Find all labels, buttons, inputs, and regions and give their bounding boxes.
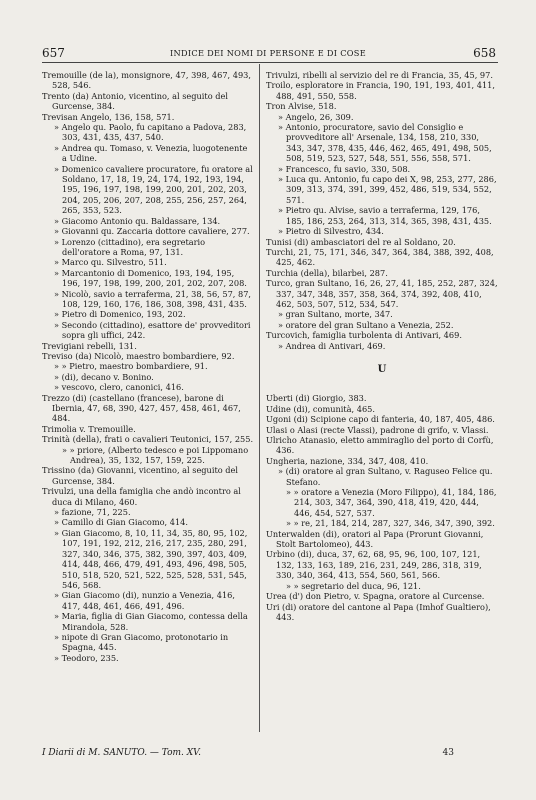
index-entry: » Camillo di Gian Giacomo, 414.: [54, 517, 188, 528]
index-entry: » » Pietro, maestro bombardiere, 91.: [54, 361, 208, 372]
index-entry: » Francesco, fu savio, 330, 508.: [278, 163, 411, 174]
page-header: [0, 46, 536, 62]
index-entry: » nipote di Gran Giacomo, protonotario in Spagna, 445.: [54, 631, 229, 653]
index-entry: Trimolia v. Tremouille.: [42, 423, 136, 434]
index-entry: » Andrea qu. Tomaso, v. Venezia, luogotenente a Udine.: [54, 142, 248, 164]
index-entry: » » segretario del duca, 96, 121.: [286, 580, 421, 591]
index-entry: Trezzo (di) (castellano (francese), barone di Ibernia, 47, 68, 390, 427, 457, 458, 461, 467, 484.: [42, 392, 241, 424]
index-entry: » Maria, figlia di Gian Giacomo, contessa della Mirandola, 528.: [54, 611, 248, 632]
index-entry: Ungheria, nazione, 334, 347, 408, 410.: [266, 455, 429, 466]
index-entry: Troilo, esploratore in Francia, 190, 191, 193, 401, 411, 488, 491, 550, 558.: [266, 80, 495, 101]
index-entry: Ulasi o Alasi (recte Vlassi), padrone di grifo, v. Vlassi.: [266, 424, 489, 435]
index-entry: Uberti (di) Giorgio, 383.: [266, 393, 367, 404]
index-entry: » Marco qu. Silvestro, 511.: [54, 257, 167, 268]
index-entry: Turco, gran Sultano, 16, 26, 27, 41, 185, 252, 287, 324, 337, 347, 348, 357, 358, 364, 374, 392, 408, 410, 462, 503, 507, 512, 534, 547.: [266, 278, 498, 309]
index-entry: Uri (di) oratore del cantone al Papa (Imhof Gualtiero), 443.: [266, 601, 491, 622]
index-entry: Trivulzi, ribelli al servizio del re di Francia, 35, 45, 97.: [266, 70, 493, 80]
index-entry: » Nicolò, savio a terraferma, 21, 38, 56, 57, 87, 108, 129, 160, 176, 186, 308, 398, 431, 435.: [54, 288, 252, 309]
section-letter: U: [377, 363, 387, 375]
right-column-entries-u: [266, 393, 498, 622]
index-entry: » Gian Giacomo (di), nunzio a Venezia, 416, 417, 448, 461, 466, 491, 496.: [54, 590, 235, 611]
index-entry: Trevisan Angelo, 136, 158, 571.: [42, 111, 175, 122]
index-entry: » Domenico cavaliere procuratore, fu oratore al Soldano, 17, 18, 19, 24, 174, 192, 193, 194, 195, 196, 197, 198, 199, 200, 201, 202, 203, 204, 205, 206, 207, 208, 255, 256, 257, 264, 265, 353, 523.: [54, 163, 253, 216]
index-entry: » vescovo, clero, canonici, 416.: [54, 382, 184, 393]
index-entry: Turcovich, famiglia turbolenta di Antivari, 469.: [266, 330, 462, 341]
index-entry: » gran Sultano, morte, 347.: [278, 309, 393, 320]
index-entry: » Luca qu. Antonio, fu capo dei X, 98, 253, 277, 286, 309, 313, 374, 391, 399, 452, 486, 519, 534, 552, 571.: [278, 174, 497, 205]
page-number-right: 658: [473, 46, 496, 60]
page-number-left: 657: [42, 46, 65, 60]
index-entry: Turchia (della), bilarbei, 287.: [266, 267, 388, 278]
page-footer: [42, 748, 498, 762]
index-entry: Tremouille (de la), monsignore, 47, 398, 467, 493, 528, 546.: [42, 70, 251, 91]
index-entry: Tron Alvise, 518.: [266, 101, 337, 112]
index-entry: Trissino (da) Giovanni, vicentino, al seguito del Gurcense, 384.: [42, 465, 238, 486]
index-entry: » Antonio, procuratore, savio del Consiglio e provveditore all' Arsenale, 134, 158, 210, 330, 343, 347, 378, 435, 446, 462, 465, 491, 498, 505, 508, 519, 523, 527, 548, 551, 556, 558, 571.: [278, 122, 492, 164]
index-entry: Urbino (di), duca, 37, 62, 68, 95, 96, 100, 107, 121, 132, 133, 163, 189, 216, 231, 249, 286, 318, 319, 330, 340, 364, 413, 554, 560, 561, 566.: [266, 549, 482, 581]
index-entry: » Angelo qu. Paolo, fu capitano a Padova, 283, 303, 431, 435, 437, 540.: [54, 122, 247, 143]
left-column: [42, 70, 254, 663]
index-entry: Ugoni (di) Scipione capo di fanteria, 40, 187, 405, 486.: [266, 414, 495, 425]
index-entry: » Gian Giacomo, 8, 10, 11, 34, 35, 80, 95, 102, 107, 191, 192, 212, 216, 217, 235, 280, 291, 327, 340, 346, 375, 382, 390, 397, 403, 409, 414, 448, 466, 479, 491, 493, 496, 498, 505, 510, 518, 520, 521, 522, 525, 528, 531, 545, 546, 568.: [54, 527, 248, 590]
index-entry: » oratore del gran Sultano a Venezia, 252.: [278, 319, 454, 330]
index-entry: » Teodoro, 235.: [54, 652, 119, 663]
index-entry: Trivulzi, una della famiglia che andò incontro al duca di Milano, 460.: [42, 486, 241, 507]
footer-title: I Diarii di M. SANUTO. — Tom. XV.: [42, 748, 201, 758]
index-entry: » » re, 21, 184, 214, 287, 327, 346, 347, 390, 392.: [286, 518, 495, 529]
index-entry: » Andrea di Antivari, 469.: [278, 340, 386, 351]
index-entry: » Pietro qu. Alvise, savio a terraferma, 129, 176, 185, 186, 253, 264, 313, 314, 365, 398, 431, 435.: [278, 205, 492, 226]
index-entry: » Marcantonio di Domenico, 193, 194, 195, 196, 197, 198, 199, 200, 201, 202, 207, 208.: [54, 267, 247, 289]
column-divider: [259, 64, 260, 732]
index-entry: » Pietro di Silvestro, 434.: [278, 226, 384, 237]
index-entry: » (di) oratore al gran Sultano, v. Raguseo Felice qu. Stefano.: [278, 466, 493, 487]
right-column: [266, 70, 498, 622]
index-entry: Trinità (della), frati o cavalieri Teutonici, 157, 255.: [42, 434, 254, 445]
index-entry: » Lorenzo (cittadino), era segretario dell'oratore a Roma, 97, 131.: [54, 236, 206, 257]
signature-number: 43: [442, 748, 454, 758]
header-rule: [42, 62, 498, 63]
index-entry: Trento (da) Antonio, vicentino, al seguito del Gurcense, 384.: [42, 90, 228, 112]
right-column-entries-t: [266, 70, 498, 351]
index-entry: » » oratore a Venezia (Moro Filippo), 41, 184, 186, 214, 303, 347, 364, 390, 418, 419, 420, 444, 446, 454, 527, 537.: [286, 487, 497, 518]
index-entry: » (di), decano v. Bonino.: [54, 371, 154, 382]
index-entry: » Secondo (cittadino), esattore de' provveditori sopra gli uffici, 242.: [54, 319, 251, 341]
index-entry: Udine (di), comunità, 465.: [266, 403, 375, 414]
index-entry: » Angelo, 26, 309.: [278, 111, 354, 122]
index-entry: » fazione, 71, 225.: [54, 507, 131, 518]
index-entry: Treviso (da) Nicolò, maestro bombardiere, 92.: [42, 350, 235, 361]
index-entry: » Pietro di Domenico, 193, 202.: [54, 309, 186, 320]
index-entry: Tunisi (di) ambasciatori del re al Soldano, 20.: [266, 236, 456, 247]
index-entry: Urea (d') don Pietro, v. Spagna, oratore al Curcense.: [266, 591, 485, 602]
index-entry: Ulricho Atanasio, eletto ammiraglio del porto di Corfù, 436.: [266, 435, 494, 456]
index-entry: Unterwalden (di), oratori al Papa (Prorunt Giovanni, Stolt Bartolomeo), 443.: [266, 528, 484, 550]
index-entry: » Giacomo Antonio qu. Baldassare, 134.: [54, 215, 221, 226]
index-entry: » » priore, (Alberto tedesco e poi Lippomano Andrea), 35, 132, 157, 159, 225.: [62, 444, 249, 466]
index-entry: Turchi, 21, 75, 171, 346, 347, 364, 384, 388, 392, 408, 425, 462.: [266, 246, 494, 268]
index-entry: Trevigiani rebelli, 131.: [42, 340, 137, 351]
index-entry: » Giovanni qu. Zaccaria dottore cavaliere, 277.: [54, 226, 250, 237]
running-title: INDICE DEI NOMI DI PERSONE E DI COSE: [170, 48, 366, 58]
